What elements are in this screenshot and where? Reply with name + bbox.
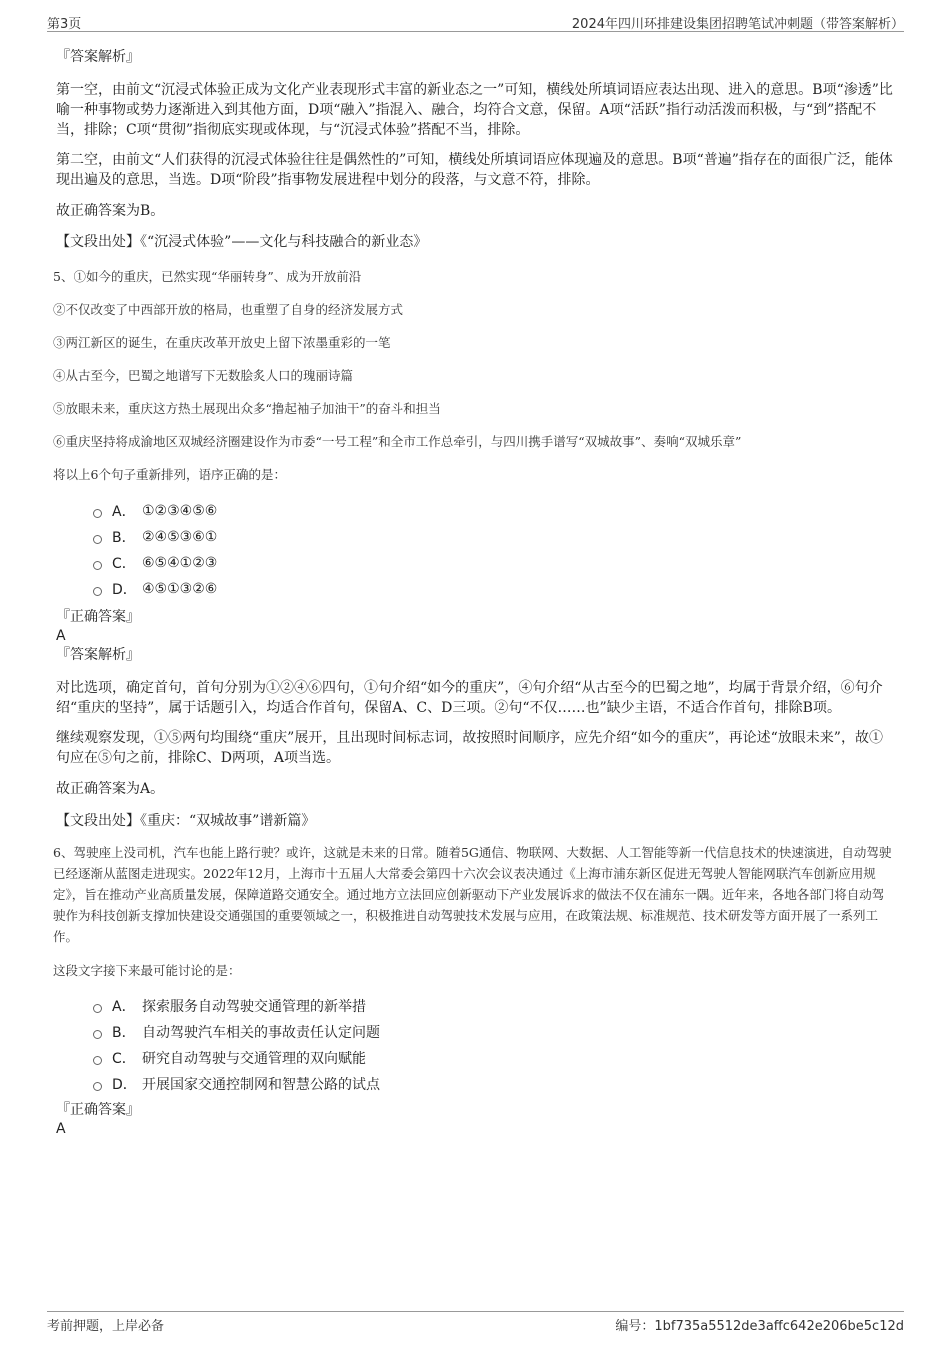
option-text: ②④⑤③⑥①	[142, 529, 218, 545]
question-stem: 将以上6个句子重新排列，语序正确的是：	[53, 467, 286, 482]
conclusion: 故正确答案为A。	[56, 781, 165, 797]
question-passage: 6、驾驶座上没司机，汽车也能上路行驶？或许，这就是未来的日常。随着5G通信、物联网、大数据、人工智能等新一代信息技术的快速演进，自动驾驶已经逐渐从蓝图走进现实。2022年12月，上海市十五届人大常委会第四十六次会议表决通过《上海市浦东新区促进无驾驶人智能网联汽车创新应用规定》，旨在推动产业高质量发展，保障道路交通安全。通过地方立法回应创新驱动下产业发展诉求的做法不仅在浦东一隅。近年来，各地各部门将自动驾驶作为科技创新支撑加快建设交通强国的重要领域之一，积极推进自动驾驶技术发展与应用，在政策法规、标准规范、技术研发等方面开展了一系列工作。	[53, 845, 892, 944]
option-list	[93, 993, 896, 1097]
correct-answer: A	[56, 1121, 66, 1137]
radio-circle-icon[interactable]	[93, 561, 102, 570]
page-footer	[47, 1311, 904, 1333]
radio-circle-icon[interactable]	[93, 1030, 102, 1039]
correct-answer: A	[56, 628, 66, 644]
option-text: ⑥⑤④①②③	[142, 555, 218, 571]
option-letter: D．	[112, 1077, 137, 1093]
option-c[interactable]	[93, 550, 896, 576]
option-letter: A．	[112, 999, 136, 1015]
document-code: 编号：1bf735a5512de3affc642e206be5c12d	[615, 1319, 904, 1334]
conclusion: 故正确答案为B。	[56, 203, 165, 219]
analysis-paragraph: 对比选项，确定首句，首句分别为①②④⑥四句，①句介绍“如今的重庆”，④句介绍“从古至今的巴蜀之地”，均属于背景介绍，⑥句介绍“重庆的坚持”，属于话题引入，均适合作首句，保留A、C、D三项。②句“不仅……也”缺少主语，不适合作首句，排除B项。	[56, 680, 883, 716]
radio-circle-icon[interactable]	[93, 587, 102, 596]
statement-line: ④从古至今，巴蜀之地谱写下无数脍炙人口的瑰丽诗篇	[53, 368, 354, 383]
source-note: 【文段出处】《“沉浸式体验”——文化与科技融合的新业态》	[56, 234, 428, 250]
page-header	[47, 12, 904, 32]
option-text: ①②③④⑤⑥	[142, 503, 218, 519]
question-stem: 这段文字接下来最可能讨论的是：	[53, 963, 241, 978]
radio-circle-icon[interactable]	[93, 1082, 102, 1091]
option-letter: B．	[112, 530, 136, 546]
option-d[interactable]	[93, 1071, 896, 1097]
option-b[interactable]	[93, 1019, 896, 1045]
analysis-paragraph: 第二空，由前文“人们获得的沉浸式体验往往是偶然性的”可知，横线处所填词语应体现遍及的意思。B项“普遍”指存在的面很广泛，能体现出遍及的意思，当选。D项“阶段”指事物发展进程中划分的段落，与文意不符，排除。	[56, 152, 893, 188]
radio-circle-icon[interactable]	[93, 535, 102, 544]
footer-slogan: 考前押题，上岸必备	[47, 1319, 165, 1334]
statement-line: ②不仅改变了中西部开放的格局，也重塑了自身的经济发展方式	[53, 302, 404, 317]
radio-circle-icon[interactable]	[93, 1056, 102, 1065]
correct-answer-label: 『正确答案』	[56, 1102, 140, 1118]
option-text: 自动驾驶汽车相关的事故责任认定问题	[142, 1025, 380, 1041]
option-list	[93, 498, 896, 602]
source-note: 【文段出处】《重庆：“双城故事”谱新篇》	[56, 813, 316, 829]
option-c[interactable]	[93, 1045, 896, 1071]
option-a[interactable]	[93, 498, 896, 524]
analysis-label: 『答案解析』	[56, 49, 140, 65]
analysis-label: 『答案解析』	[56, 647, 140, 663]
radio-circle-icon[interactable]	[93, 1004, 102, 1013]
option-letter: B．	[112, 1025, 136, 1041]
option-letter: A．	[112, 504, 136, 520]
option-text: ④⑤①③②⑥	[142, 581, 218, 597]
statement-line: 5、①如今的重庆，已然实现“华丽转身”、成为开放前沿	[53, 269, 362, 284]
option-letter: C．	[112, 556, 136, 572]
page-content	[53, 46, 896, 1138]
page-number: 第3页	[47, 17, 82, 32]
option-text: 开展国家交通控制网和智慧公路的试点	[142, 1077, 380, 1093]
statement-line: ⑤放眼未来，重庆这方热土展现出众多“撸起袖子加油干”的奋斗和担当	[53, 401, 441, 416]
radio-circle-icon[interactable]	[93, 509, 102, 518]
statement-line: ⑥重庆坚持将成渝地区双城经济圈建设作为市委“一号工程”和全市工作总牵引，与四川携手谱写“双城故事”、奏响“双城乐章”	[53, 434, 742, 449]
document-title: 2024年四川环排建设集团招聘笔试冲刺题（带答案解析）	[571, 17, 904, 32]
option-text: 研究自动驾驶与交通管理的双向赋能	[142, 1051, 366, 1067]
question-5	[53, 266, 896, 831]
option-a[interactable]	[93, 993, 896, 1019]
analysis-paragraph: 第一空，由前文“沉浸式体验正成为文化产业表现形式丰富的新业态之一”可知，横线处所填词语应表达出现、进入的意思。B项“渗透”比喻一种事物或势力逐渐进入到其他方面，D项“融入”指混入、融合，均符合文意，保留。A项“活跃”指行动活泼而积极，与“到”搭配不当，排除；C项“贯彻”指彻底实现或体现，与“沉浸式体验”搭配不当，排除。	[56, 82, 893, 138]
option-b[interactable]	[93, 524, 896, 550]
analysis-paragraph: 继续观察发现，①⑤两句均围绕“重庆”展开，且出现时间标志词，故按照时间顺序，应先介绍“如今的重庆”，再论述“放眼未来”，故①句应在⑤句之前，排除C、D两项，A项当选。	[56, 730, 883, 766]
statement-line: ③两江新区的诞生，在重庆改革开放史上留下浓墨重彩的一笔	[53, 335, 391, 350]
question-6	[53, 842, 896, 1138]
correct-answer-label: 『正确答案』	[56, 609, 140, 625]
option-letter: C．	[112, 1051, 136, 1067]
option-letter: D．	[112, 582, 137, 598]
option-text: 探索服务自动驾驶交通管理的新举措	[142, 999, 366, 1015]
option-d[interactable]	[93, 576, 896, 602]
